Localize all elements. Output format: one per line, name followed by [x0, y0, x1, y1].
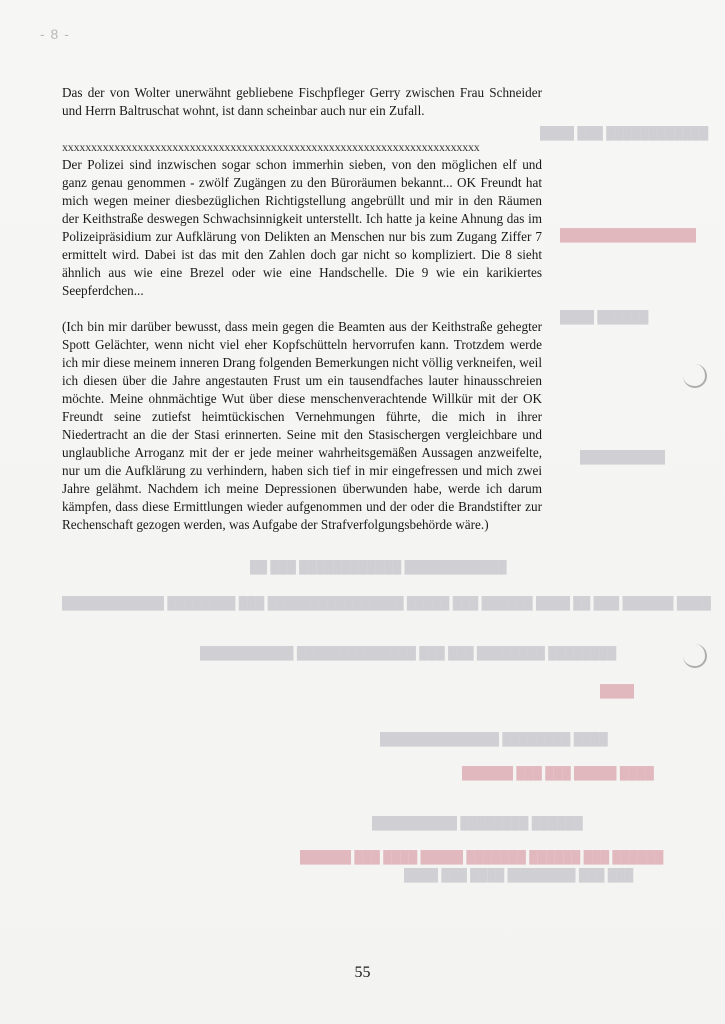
bleed-through-text: ███ ███ ████████ ████ ███ ████	[404, 868, 634, 882]
bleed-through-text: ██████ ████	[560, 310, 649, 324]
bleed-through-text: ████ ████████ ██████████████	[380, 732, 608, 746]
paragraph-3: (Ich bin mir darüber bewusst, dass mein gegen die Beamten aus der Keithstraße gehegter Spott Gelächter, wenn nicht viel eher Kopfschütteln hervorrufen kann. Trotzdem werde ich mir diese meinem inneren Drang folgenden Bemerkungen nicht völlig verkneifen, weil ich diesen über die Jahre angestauten Frust um ein tausendfaches lauter hinausschreien möchte. Meine ohnmächtige Wut über diese menschenverachtende Willkür mit der OK Freundt seine zutiefst heimtückischen Vernehmungen führte, die mich in ihrer Niedertracht an die der Stasi erinnerten. Seine mit den Stasischergen vergleichbare und unglaubliche Arroganz mit der er jede meiner wahrheitsgemäßen Aussagen anzweifelte, nur um die Aufklärung zu verhindern, haben sich tief in mir eingefressen und mich zwei Jahre gelähmt. Nachdem ich meine Depressionen überwunden habe, werde ich darum kämpfen, dass diese Ermittlungen wieder aufgenommen und der oder die Brandstifter zur Rechenschaft gezogen werden, was Aufgabe der Strafverfolgungsbehörde wäre.)	[62, 319, 542, 532]
punch-hole-mark	[683, 364, 707, 388]
paragraph-2: Der Polizei sind inzwischen sogar schon immerhin sieben, von den möglichen elf und ganz genau genommen - zwölf Zugängen zu den Büroräumen bekannt... OK Freundt hat mich wegen meiner diesbezüglichen Richtigstellung angebrüllt und mir in den Räumen der Keithstraße deswegen Schwachsinnigkeit unterstellt. Ich hatte ja keine Ahnung das im Polizeipräsidium zur Aufklärung von Delikten an Menschen nur bis zum Zugang Ziffer 7 ermittelt wird. Dabei ist das mit den Zahlen doch gar nicht so kompliziert. Die 8 sieht ähnlich aus wie eine Brezel oder wie eine Handschelle. Die 9 wie ein karikiertes Seepferdchen...	[62, 157, 542, 298]
paragraph-1: Das der von Wolter unerwähnt gebliebene Fischpfleger Gerry zwischen Frau Schneider und Herrn Baltruschat wohnt, ist dann scheinbar auch nur ein Zufall.	[62, 85, 542, 118]
bleed-through-text: ████████ ████████ ███ ███ ██████████████ ███████████	[200, 646, 617, 660]
bleed-through-text: ████████████ ███ ████	[540, 126, 709, 140]
punch-hole-mark	[683, 644, 707, 668]
bleed-through-text: ████ █████ ███ ███ ██████	[462, 766, 654, 780]
page-number: 55	[354, 964, 371, 981]
bleed-through-text: ██████████	[580, 450, 666, 464]
bleed-through-text: ████	[600, 684, 635, 698]
bleed-through-text: ██████ ███ ██████ ███████ █████ ████ ███ ██████	[300, 850, 664, 864]
bleed-through-text: ████ ██████ ███ ██ ████ ██████ ███ █████ ████████████████ ███ ████████ ████████████	[62, 596, 711, 610]
bleed-through-text: ████████████████	[560, 228, 697, 242]
document-body	[62, 84, 542, 534]
corner-page-mark: - 8 -	[40, 26, 70, 42]
bleed-through-text: ██████ ████████ ██████████	[372, 816, 583, 830]
bleed-through-text: ████████████ ████████████ ███ ██	[250, 560, 507, 574]
separator-line: xxxxxxxxxxxxxxxxxxxxxxxxxxxxxxxxxxxxxxxxxxxxxxxxxxxxxxxxxxxxxxxxxxxxxxxx	[62, 140, 480, 154]
